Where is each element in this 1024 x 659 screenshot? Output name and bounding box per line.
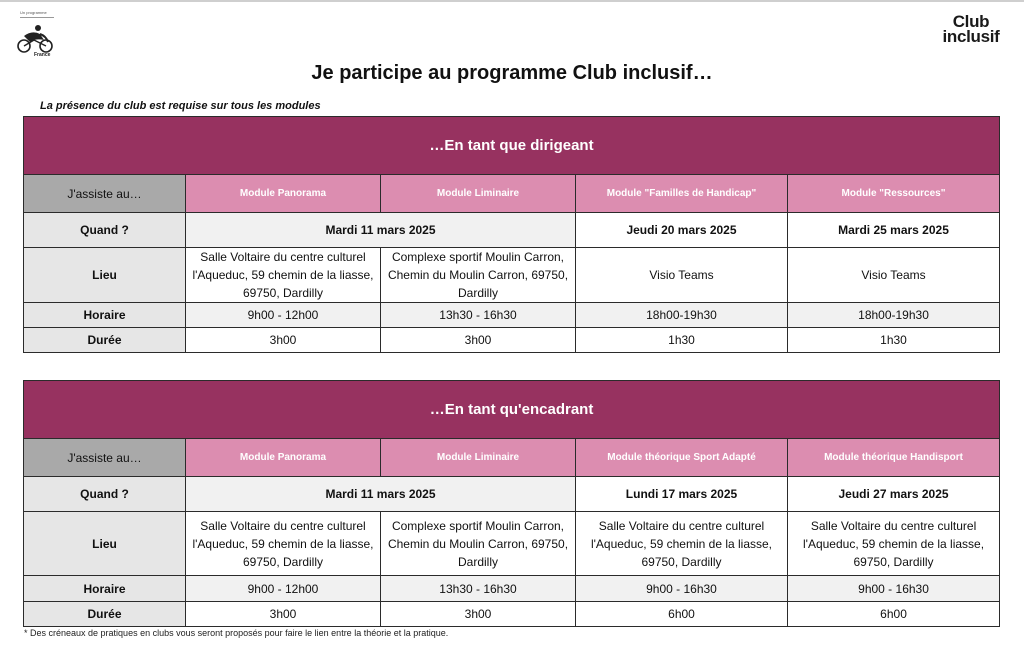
time-cell: 9h00 - 16h30 [788,576,1000,602]
date-cell: Mardi 11 mars 2025 [186,213,576,248]
row-label-place: Lieu [24,512,186,576]
dirigeant-table [23,116,1000,353]
row-label-when: Quand ? [24,477,186,512]
date-cell: Jeudi 20 mars 2025 [576,213,788,248]
place-cell: Salle Voltaire du centre culturel l'Aqueduc, 59 chemin de la liasse, 69750, Dardilly [186,512,381,576]
date-cell: Mardi 11 mars 2025 [186,477,576,512]
encadrant-heading: …En tant qu'encadrant [24,381,1000,439]
duration-cell: 6h00 [788,602,1000,627]
module-header: Module théorique Handisport [788,439,1000,477]
row-label-time: Horaire [24,576,186,602]
row-label-duration: Durée [24,328,186,353]
duration-cell: 3h00 [381,328,576,353]
time-cell: 13h30 - 16h30 [381,576,576,602]
place-cell: Visio Teams [576,248,788,303]
top-rule [0,0,1024,2]
time-cell: 9h00 - 12h00 [186,303,381,328]
encadrant-table [23,380,1000,627]
module-header: Module Liminaire [381,439,576,477]
module-header: Module théorique Sport Adapté [576,439,788,477]
module-header: Module Panorama [186,175,381,213]
cyclist-logo-icon [14,22,56,58]
duration-cell: 3h00 [186,328,381,353]
row-label-place: Lieu [24,248,186,303]
duration-cell: 1h30 [788,328,1000,353]
page-title: Je participe au programme Club inclusif… [311,62,713,84]
attend-label: J'assiste au… [24,175,186,213]
club-inclusif-logo [936,14,1006,44]
duration-cell: 3h00 [381,602,576,627]
note-underline [20,17,54,18]
page-subtitle: La présence du club est requise sur tous les modules [40,100,321,112]
duration-cell: 1h30 [576,328,788,353]
duration-cell: 6h00 [576,602,788,627]
time-cell: 18h00-19h30 [576,303,788,328]
module-header: Module "Familles de Handicap" [576,175,788,213]
place-cell: Visio Teams [788,248,1000,303]
time-cell: 13h30 - 16h30 [381,303,576,328]
place-cell: Salle Voltaire du centre culturel l'Aqueduc, 59 chemin de la liasse, 69750, Dardilly [576,512,788,576]
date-cell: Lundi 17 mars 2025 [576,477,788,512]
date-cell: Jeudi 27 mars 2025 [788,477,1000,512]
time-cell: 18h00-19h30 [788,303,1000,328]
logo-word-inclusif: inclusif [942,27,1000,46]
row-label-when: Quand ? [24,213,186,248]
time-cell: 9h00 - 16h30 [576,576,788,602]
duration-cell: 3h00 [186,602,381,627]
logo-word-club: Club [952,12,990,31]
time-cell: 9h00 - 12h00 [186,576,381,602]
date-cell: Mardi 25 mars 2025 [788,213,1000,248]
row-label-time: Horaire [24,303,186,328]
place-cell: Complexe sportif Moulin Carron, Chemin du Moulin Carron, 69750, Dardilly [381,512,576,576]
module-header: Module "Ressources" [788,175,1000,213]
place-cell: Complexe sportif Moulin Carron, Chemin du Moulin Carron, 69750, Dardilly [381,248,576,303]
module-header: Module Liminaire [381,175,576,213]
footnote: * Des créneaux de pratiques en clubs vous seront proposés pour faire le lien entre la théorie et la pratique. [24,628,449,638]
dirigeant-heading: …En tant que dirigeant [24,117,1000,175]
logo-left-text: France [34,52,51,58]
place-cell: Salle Voltaire du centre culturel l'Aqueduc, 59 chemin de la liasse, 69750, Dardilly [788,512,1000,576]
row-label-duration: Durée [24,602,186,627]
place-cell: Salle Voltaire du centre culturel l'Aqueduc, 59 chemin de la liasse, 69750, Dardilly [186,248,381,303]
program-note: Un programme [20,10,47,15]
attend-label: J'assiste au… [24,439,186,477]
module-header: Module Panorama [186,439,381,477]
